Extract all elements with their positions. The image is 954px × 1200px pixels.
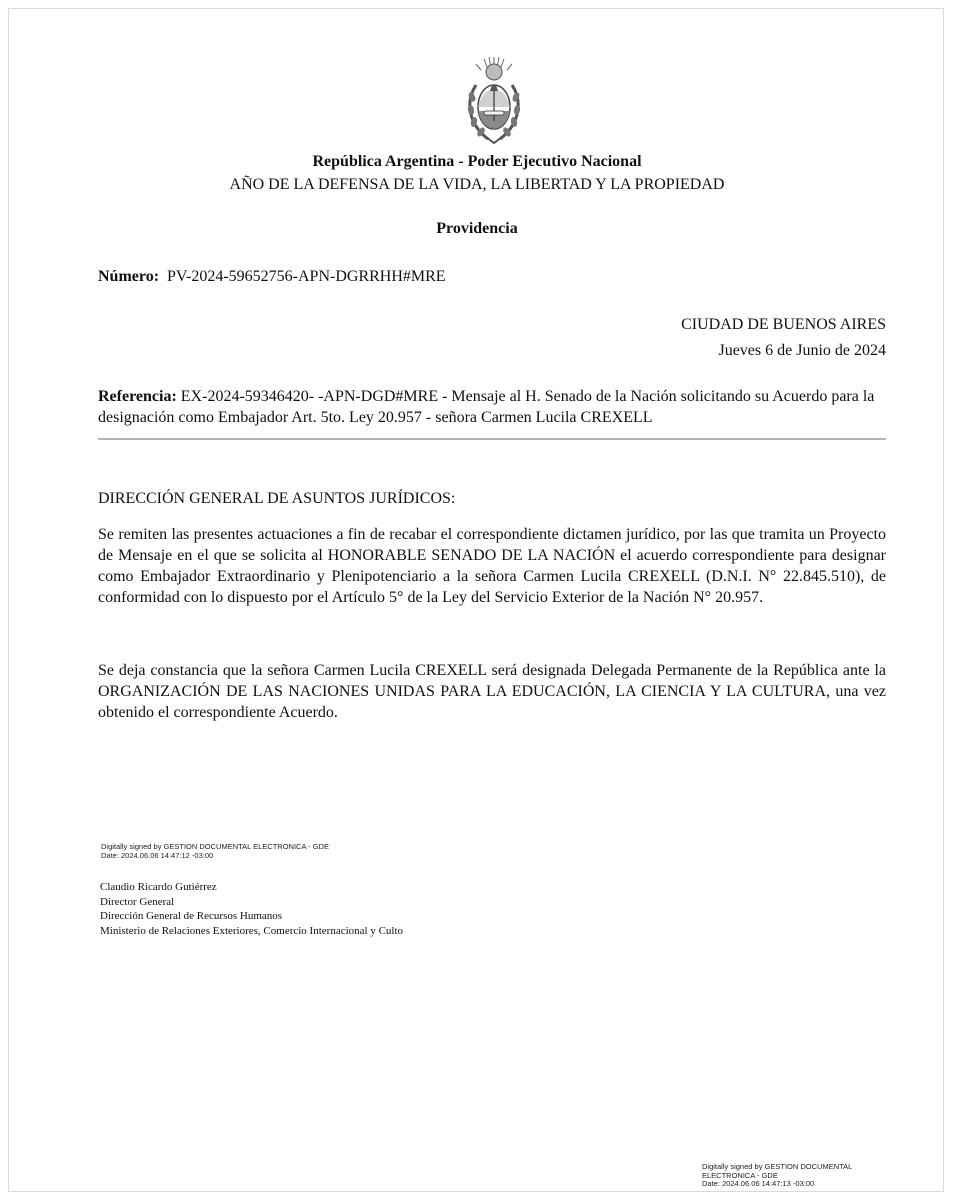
- reference-label: Referencia:: [98, 388, 177, 405]
- signer-unit: Dirección General de Recursos Humanos: [100, 910, 283, 922]
- year-motto: AÑO DE LA DEFENSA DE LA VIDA, LA LIBERTAD Y LA PROPIEDAD: [229, 176, 725, 193]
- signature-stamp-signed-by: Digitally signed by GESTION DOCUMENTAL: [702, 1162, 853, 1171]
- signature-stamp-date: Date: 2024.06.06 14:47:13 -03:00: [702, 1179, 815, 1188]
- digital-signature-stamp-footer: [702, 1163, 892, 1189]
- argentina-coat-of-arms-icon: [462, 55, 526, 145]
- document-number-value: PV-2024-59652756-APN-DGRRHH#MRE: [167, 268, 446, 285]
- document-number: [98, 268, 446, 286]
- city: CIUDAD DE BUENOS AIRES: [681, 316, 886, 333]
- reference: [98, 386, 886, 428]
- signer-name: Claudio Ricardo Gutiérrez: [100, 881, 217, 893]
- document-date: Jueves 6 de Junio de 2024: [718, 342, 886, 359]
- signature-stamp-date: Date: 2024.06.06 14:47:12 -03:00: [101, 850, 214, 860]
- signer-block: [100, 880, 403, 938]
- signature-stamp-signed-by: Digitally signed by GESTION DOCUMENTAL ELECTRONICA - GDE: [101, 842, 329, 851]
- document-number-label: Número:: [98, 268, 160, 285]
- divider: [98, 438, 886, 440]
- signer-role: Director General: [100, 895, 175, 908]
- body-paragraph: Se remiten las presentes actuaciones a fin de recabar el correspondiente dictamen jurídico, por las que tramita un Proyecto de Mensaje en el que se solicita al HONORABLE SENADO DE LA NACIÓN el acuerdo correspondiente para designar como Embajador Extraordinario y Plenipotenciario a la señora Carmen Lucila CREXELL (D.N.I. N° 22.845.510), de conformidad con lo dispuesto por el Artículo 5° de la Ley del Servicio Exterior de la Nación N° 20.957.: [98, 526, 886, 606]
- body-paragraph: Se deja constancia que la señora Carmen Lucila CREXELL será designada Delegada Permanente de la República ante la ORGANIZACIÓN DE LAS NACIONES UNIDAS PARA LA EDUCACIÓN, LA CIENCIA Y LA CULTURA, una vez obtenido el correspondiente Acuerdo.: [98, 662, 886, 721]
- addressee: DIRECCIÓN GENERAL DE ASUNTOS JURÍDICOS:: [98, 490, 456, 507]
- signature-stamp-signed-by-cont: ELECTRONICA - GDE: [702, 1170, 778, 1180]
- digital-signature-stamp: [101, 843, 329, 860]
- government-title: República Argentina - Poder Ejecutivo Nacional: [312, 153, 642, 170]
- document-type: Providencia: [436, 220, 518, 237]
- signer-ministry: Ministerio de Relaciones Exteriores, Comercio Internacional y Culto: [100, 924, 404, 937]
- reference-text: EX-2024-59346420- -APN-DGD#MRE - Mensaje al H. Senado de la Nación solicitando su Acuerdo para la designación como Embajador Art. 5to. Ley 20.957 - señora Carmen Lucila CREXELL: [98, 388, 875, 426]
